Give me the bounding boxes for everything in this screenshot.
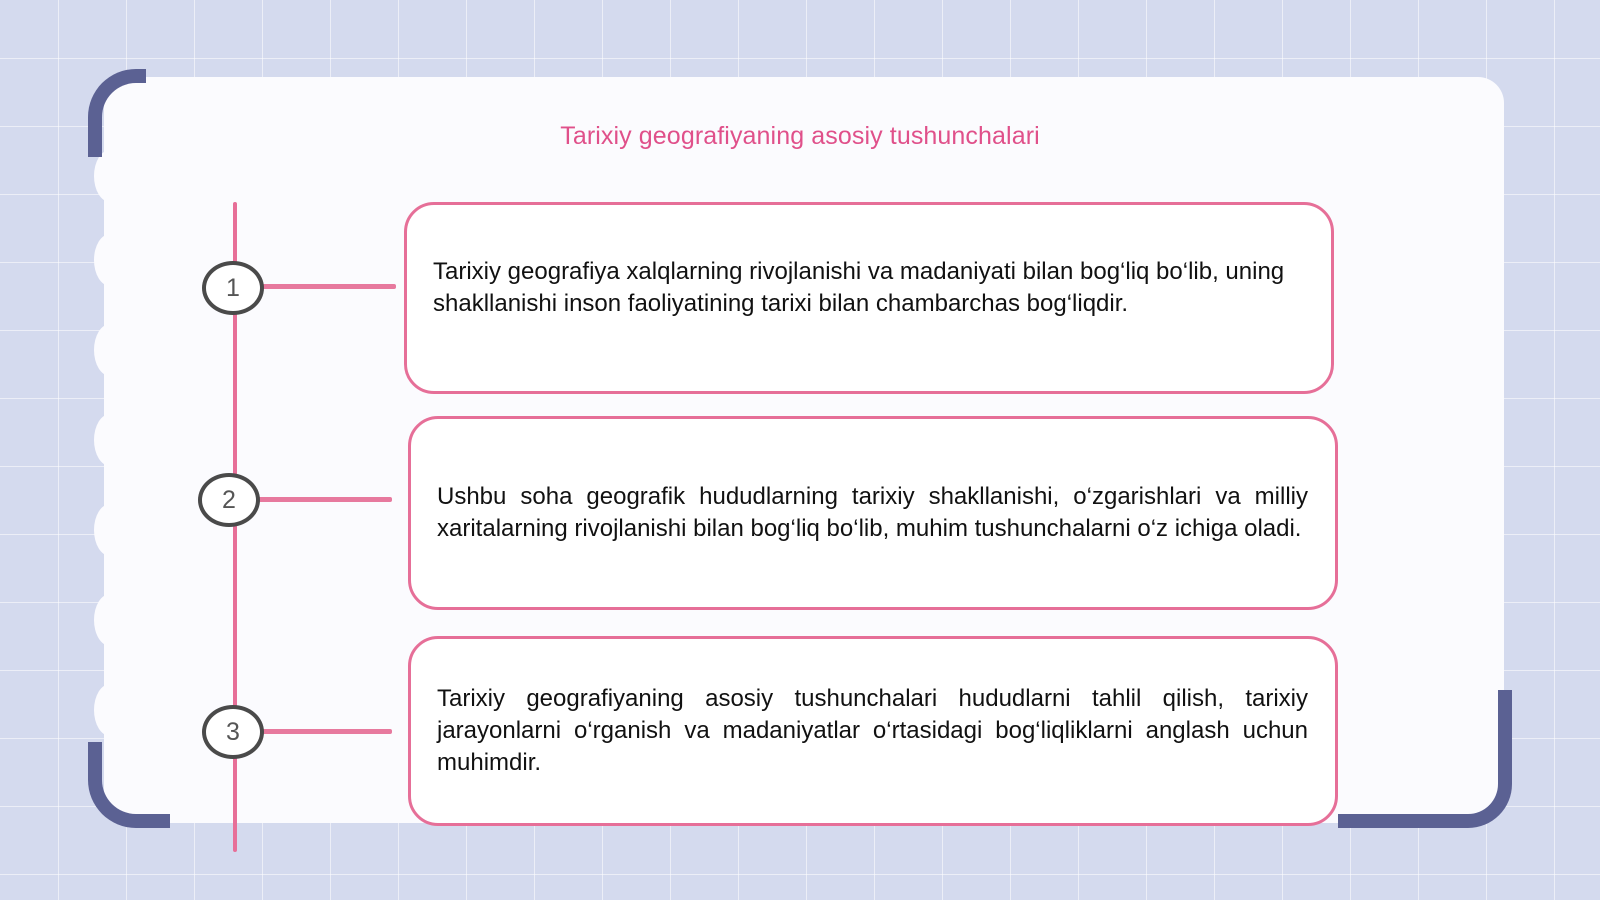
card-scallop: [94, 504, 126, 556]
step-number-2: 2: [198, 473, 260, 527]
timeline-item-1: [404, 202, 1334, 394]
card-scallop: [94, 150, 126, 202]
step-number-1: 1: [202, 261, 264, 315]
card-scallop: [94, 324, 126, 376]
timeline-item-text: Tarixiy geografiya xalqlarning rivojlanishi va madaniyati bilan bog‘liq bo‘lib, uning shakllanishi inson faoliyatining tarixi bilan chambarchas bog‘liqdir.: [433, 258, 1285, 317]
timeline-item-3: [408, 636, 1338, 826]
slide-title: Tarixiy geografiyaning asosiy tushunchalari: [560, 122, 1040, 150]
card-scallop: [94, 414, 126, 466]
card-scallop: [94, 594, 126, 646]
timeline-item-text: Ushbu soha geografik hududlarning tarixiy shakllanishi, o‘zgarishlari va milliy xaritalarning rivojlanishi bilan bog‘liq bo‘lib, muhim tushunchalarni o‘z ichiga oladi.: [437, 483, 1308, 542]
corner-bracket-bottom-left: [88, 742, 170, 828]
timeline-connector: [262, 284, 396, 289]
timeline-connector: [258, 497, 392, 502]
step-number-3: 3: [202, 705, 264, 759]
timeline-item-text: Tarixiy geografiyaning asosiy tushunchalari hududlarni tahlil qilish, tarixiy jarayonlarni o‘rganish va madaniyatlar o‘rtasidagi bog‘liqliklarni anglash uchun muhimdir.: [437, 685, 1308, 776]
corner-bracket-bottom-right: [1338, 690, 1512, 828]
timeline-connector: [262, 729, 392, 734]
card-scallop: [94, 684, 126, 736]
card-scallop: [94, 234, 126, 286]
timeline-item-2: [408, 416, 1338, 610]
